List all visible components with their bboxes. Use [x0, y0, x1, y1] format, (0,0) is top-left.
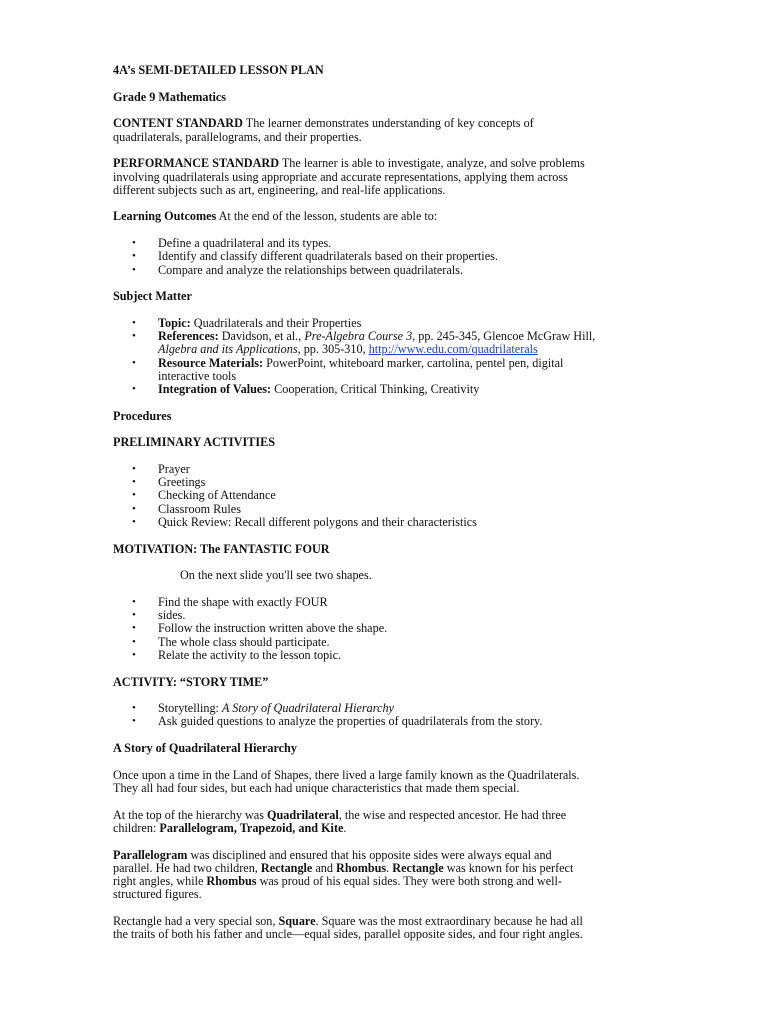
- subject-matter-list: [113, 317, 653, 396]
- activity-list: [113, 702, 653, 728]
- learning-outcomes: Learning Outcomes At the end of the lesson, students are able to:: [113, 209, 438, 224]
- list-item: • Relate the activity to the lesson topic.: [113, 649, 653, 662]
- story-paragraph: At the top of the hierarchy was Quadrilateral, the wise and respected ancestor. He had three children: Parallelogram, Trapezoid, and Kite.: [113, 807, 567, 835]
- motivation-list: [113, 596, 653, 662]
- preliminary-heading: PRELIMINARY ACTIVITIES: [113, 435, 275, 450]
- list-item: • sides.: [113, 609, 653, 622]
- grade-heading: Grade 9 Mathematics: [113, 89, 227, 104]
- story-paragraph: Rectangle had a very special son, Square. Square was the most extraordinary because he had all the traits of both his father and uncle—equal sides, parallel opposite sides, and four right angles.: [113, 913, 583, 942]
- lesson-plan-document: [113, 64, 653, 941]
- list-item: • Topic: Quadrilaterals and their Properties: [113, 317, 653, 330]
- motivation-heading: MOTIVATION: The FANTASTIC FOUR: [113, 541, 330, 556]
- list-item: • Compare and analyze the relationships between quadrilaterals.: [113, 264, 653, 277]
- list-item: • Checking of Attendance: [113, 489, 653, 502]
- list-item: • Integration of Values: Cooperation, Critical Thinking, Creativity: [113, 383, 653, 396]
- list-item: • Define a quadrilateral and its types.: [113, 237, 653, 250]
- list-item: • Classroom Rules: [113, 503, 653, 516]
- performance-standard: PERFORMANCE STANDARD The learner is able to investigate, analyze, and solve problems involving quadrilaterals using appropriate and accurate representations, applying them across different subjects such as art, engineering, and real-life applications.: [113, 156, 585, 197]
- story-heading: A Story of Quadrilateral Hierarchy: [113, 741, 297, 756]
- list-item: • References: Davidson, et al., Pre-Algebra Course 3, pp. 245-345, Glencoe McGraw Hill, Algebra and its Applications, pp. 305-310, http://www.edu.com/quadrilaterals: [113, 330, 653, 356]
- story-paragraph: Parallelogram was disciplined and ensured that his opposite sides were always equal and parallel. He had two children, Rectangle and Rhombus. Rectangle was known for his perfect right angles, while Rhombus was proud of his equal sides. They were both strong and well- structured figures.: [113, 847, 574, 902]
- procedures-heading: Procedures: [113, 408, 172, 423]
- list-item: • Prayer: [113, 463, 653, 476]
- list-item: • Greetings: [113, 476, 653, 489]
- preliminary-list: [113, 463, 653, 529]
- list-item: • Identify and classify different quadrilaterals based on their properties.: [113, 250, 653, 263]
- motivation-intro: On the next slide you'll see two shapes.: [180, 568, 372, 583]
- document-title: 4A’s SEMI-DETAILED LESSON PLAN: [113, 63, 324, 77]
- list-item: • The whole class should participate.: [113, 636, 653, 649]
- list-item: • Find the shape with exactly FOUR: [113, 596, 653, 609]
- story-paragraph: Once upon a time in the Land of Shapes, there lived a large family known as the Quadrilaterals. They all had four sides, but each had unique characteristics that made them special.: [113, 767, 580, 796]
- list-item: • Ask guided questions to analyze the properties of quadrilaterals from the story.: [113, 715, 653, 728]
- list-item: • Storytelling: A Story of Quadrilateral Hierarchy: [113, 702, 653, 715]
- list-item: • Follow the instruction written above the shape.: [113, 622, 653, 635]
- activity-heading: ACTIVITY: “STORY TIME”: [113, 674, 269, 689]
- list-item: • Quick Review: Recall different polygons and their characteristics: [113, 516, 653, 529]
- content-standard: CONTENT STANDARD The learner demonstrates understanding of key concepts of quadrilaterals, parallelograms, and their properties.: [113, 116, 534, 144]
- learning-outcomes-list: [113, 237, 653, 277]
- list-item: • Resource Materials: PowerPoint, whiteboard marker, cartolina, pentel pen, digital interactive tools: [113, 357, 653, 383]
- subject-matter-heading: Subject Matter: [113, 289, 192, 304]
- reference-link[interactable]: http://www.edu.com/quadrilaterals: [368, 342, 538, 357]
